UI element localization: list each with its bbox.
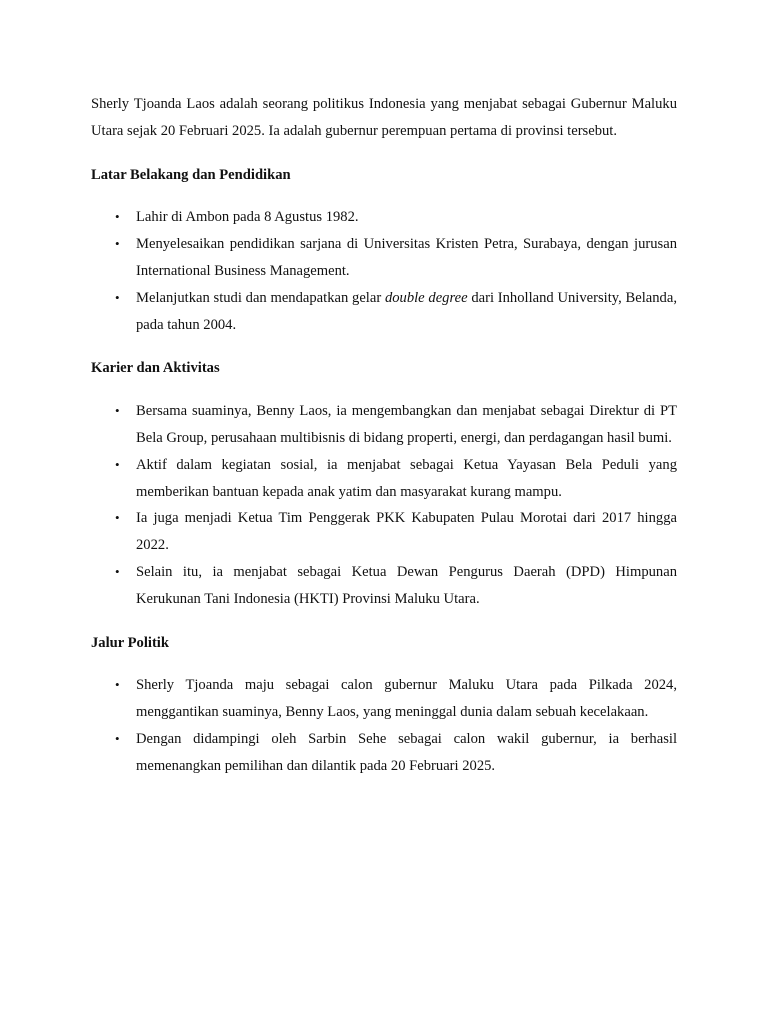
list-item: • Ia juga menjadi Ketua Tim Penggerak PKK Kabupaten Pulau Morotai dari 2017 hingga 2022. xyxy=(136,505,677,559)
bullet-icon: • xyxy=(115,563,120,579)
list-item: • Selain itu, ia menjabat sebagai Ketua Dewan Pengurus Daerah (DPD) Himpunan Kerukunan Tani Indonesia (HKTI) Provinsi Maluku Utara. xyxy=(136,559,677,613)
bullet-icon: • xyxy=(115,209,120,225)
bullet-icon: • xyxy=(115,730,120,746)
heading-career: Karier dan Aktivitas xyxy=(91,360,220,377)
list-item: • Lahir di Ambon pada 8 Agustus 1982. xyxy=(136,204,677,231)
italic-term: double degree xyxy=(384,289,468,306)
heading-politics: Jalur Politik xyxy=(91,634,169,651)
bullet-icon: • xyxy=(115,236,120,252)
list-career xyxy=(91,398,677,612)
bullet-icon: • xyxy=(115,403,120,419)
bullet-icon: • xyxy=(115,677,120,693)
list-item: • Melanjutkan studi dan mendapatkan gelar double degree dari Inholland University, Belanda, pada tahun 2004. xyxy=(136,285,677,339)
list-item: • Bersama suaminya, Benny Laos, ia mengembangkan dan menjabat sebagai Direktur di PT Bela Group, perusahaan multibisnis di bidang properti, energi, dan perdagangan hasil bumi. xyxy=(136,398,677,452)
list-politics xyxy=(91,672,677,779)
list-item: • Aktif dalam kegiatan sosial, ia menjabat sebagai Ketua Yayasan Bela Peduli yang memberikan bantuan kepada anak yatim dan masyarakat kurang mampu. xyxy=(136,452,677,506)
heading-background: Latar Belakang dan Pendidikan xyxy=(91,166,291,183)
list-background xyxy=(91,204,677,338)
list-item: • Sherly Tjoanda maju sebagai calon gubernur Maluku Utara pada Pilkada 2024, menggantikan suaminya, Benny Laos, yang meninggal dunia dalam sebuah kecelakaan. xyxy=(136,672,677,726)
list-item: • Menyelesaikan pendidikan sarjana di Universitas Kristen Petra, Surabaya, dengan jurusan International Business Management. xyxy=(136,231,677,285)
intro-paragraph: Sherly Tjoanda Laos adalah seorang politikus Indonesia yang menjabat sebagai Gubernur Maluku Utara sejak 20 Februari 2025. Ia adalah gubernur perempuan pertama di provinsi tersebut. xyxy=(91,96,677,139)
bullet-icon: • xyxy=(115,289,120,305)
list-item: • Dengan didampingi oleh Sarbin Sehe sebagai calon wakil gubernur, ia berhasil memenangkan pemilihan dan dilantik pada 20 Februari 2025. xyxy=(136,726,677,780)
bullet-icon: • xyxy=(115,456,120,472)
bullet-icon: • xyxy=(115,510,120,526)
